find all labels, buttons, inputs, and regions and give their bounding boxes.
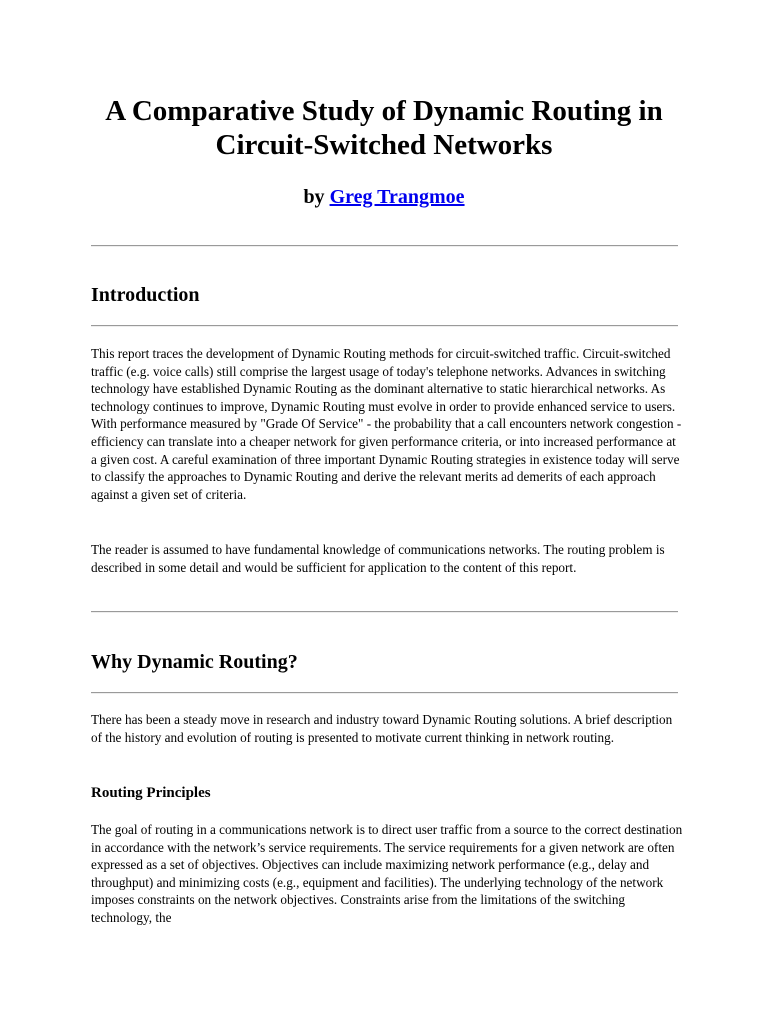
section-heading-introduction: Introduction bbox=[91, 284, 200, 306]
horizontal-rule bbox=[91, 692, 678, 694]
horizontal-rule bbox=[91, 245, 678, 247]
page-title: A Comparative Study of Dynamic Routing in Circuit-Switched Networks bbox=[105, 95, 663, 161]
subsection-heading-routing-principles: Routing Principles bbox=[91, 785, 211, 801]
byline bbox=[60, 184, 708, 210]
horizontal-rule bbox=[91, 325, 678, 327]
byline-prefix: by bbox=[303, 186, 325, 208]
intro-paragraph-1: This report traces the development of Dynamic Routing methods for circuit-switched traffic. Circuit-switched traffic (e.g. voice calls) still comprise the largest usage of today's telephone networks. Advances in switching technology have established Dynamic Routing as the dominant alternative to static hierarchical networks. As technology continues to improve, Dynamic Routing must evolve in order to provide enhanced service to users. With performance measured by "Grade Of Service" - the probability that a call encounters network congestion - efficiency can translate into a cheaper network for given performance criteria, or into increased performance at a given cost. A careful examination of three important Dynamic Routing strategies in existence today will serve to classify the approaches to Dynamic Routing and derive the relevant merits ad demerits of each approach against a given set of criteria. bbox=[91, 346, 682, 502]
why-paragraph-1: There has been a steady move in research and industry toward Dynamic Routing solutions. A brief description of the history and evolution of routing is presented to motivate current thinking in network routing. bbox=[91, 712, 673, 745]
section-heading-why-dynamic-routing: Why Dynamic Routing? bbox=[91, 651, 298, 673]
routing-principles-paragraph: The goal of routing in a communications network is to direct user traffic from a source to the correct destination in accordance with the network’s service requirements. The service requirements for a given network are often expressed as a set of objectives. Objectives can include maximizing network performance (e.g., delay and throughput) and minimizing costs (e.g., equipment and facilities). The underlying technology of the network imposes constraints on the network objectives. Constraints arise from the limitations of the switching technology, the bbox=[91, 822, 683, 925]
intro-paragraph-2: The reader is assumed to have fundamental knowledge of communications networks. The routing problem is described in some detail and would be sufficient for application to the content of this report. bbox=[91, 542, 665, 575]
horizontal-rule bbox=[91, 611, 678, 613]
author-link[interactable]: Greg Trangmoe bbox=[329, 186, 465, 208]
